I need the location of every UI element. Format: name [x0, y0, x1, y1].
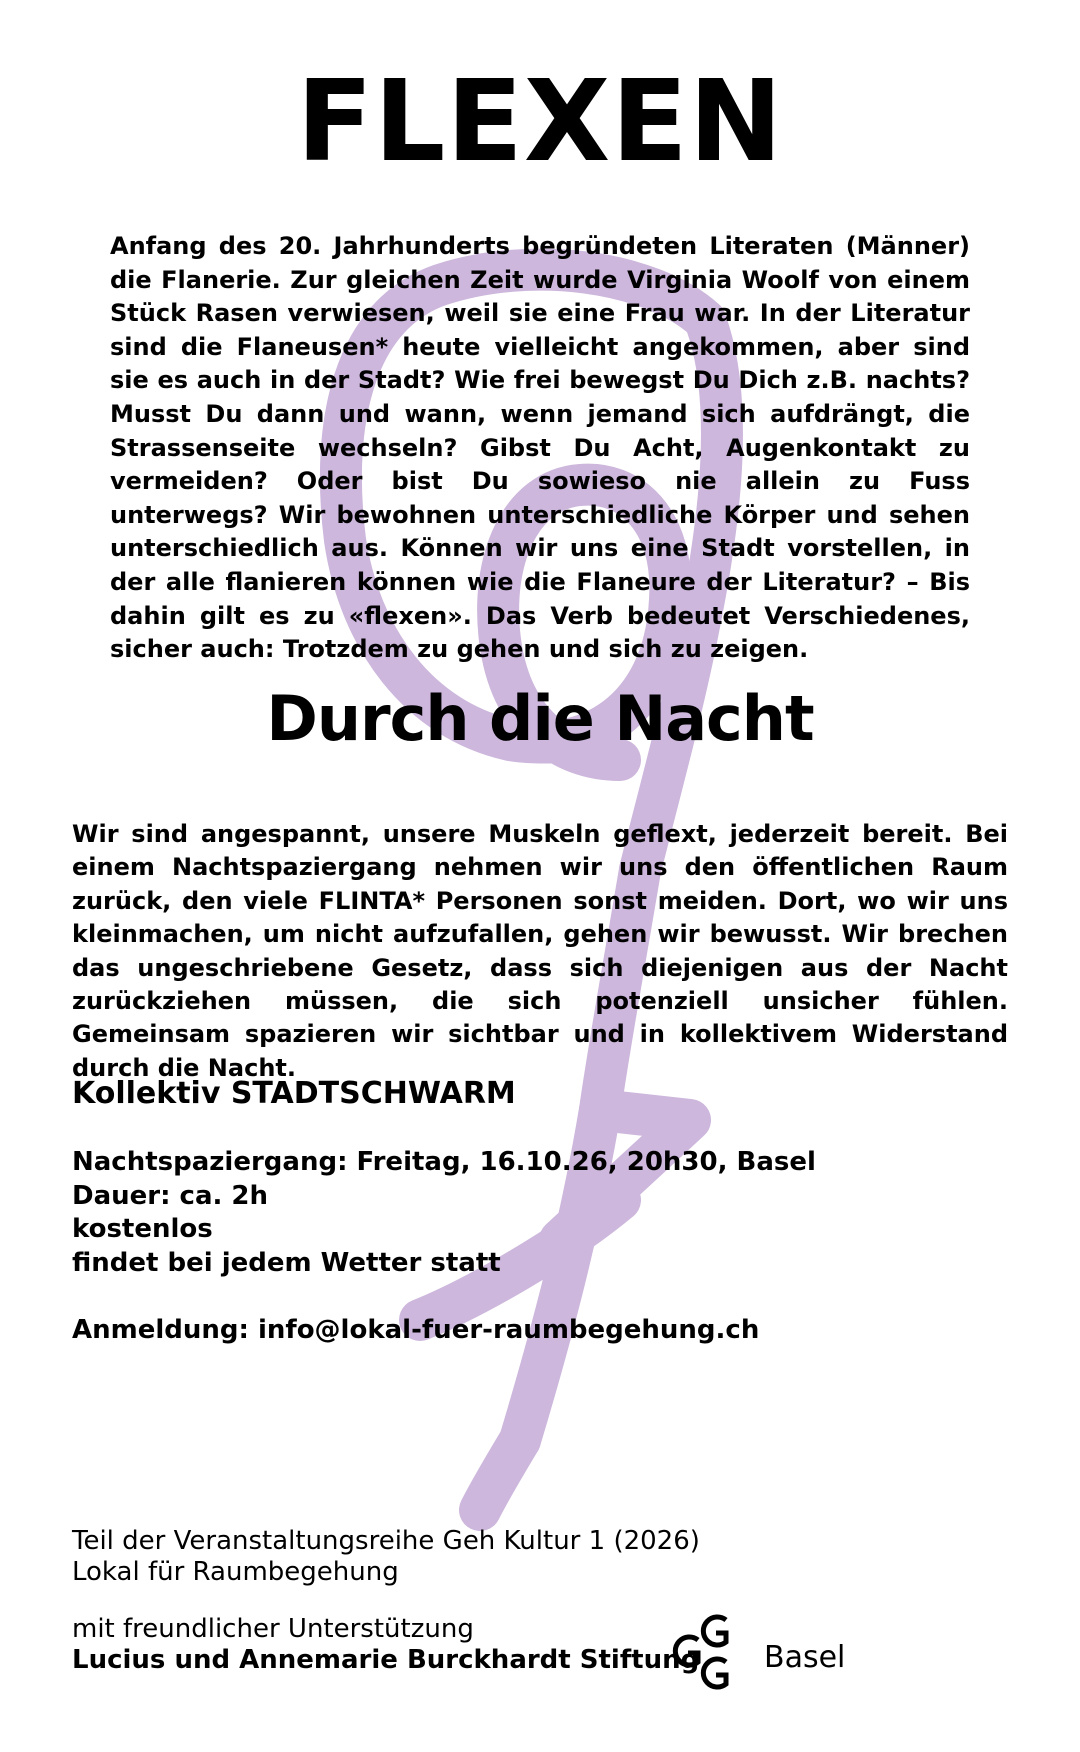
detail-date: Nachtspaziergang: Freitag, 16.10.26, 20h30, Basel: [72, 1147, 816, 1177]
event-title: Durch die Nacht: [266, 682, 814, 755]
organizer-line: Lokal für Raumbegehung: [72, 1557, 399, 1587]
collective-name: Kollektiv STADTSCHWARM: [72, 1076, 516, 1111]
detail-weather: findet bei jedem Wetter statt: [72, 1247, 501, 1278]
registration-contact: Anmeldung: info@lokal-fuer-raumbegehung.ch: [72, 1315, 760, 1345]
detail-price: kostenlos: [72, 1214, 213, 1244]
intro-paragraph: Anfang des 20. Jahrhunderts begründeten Literaten (Männer) die Flanerie. Zur gleichen Zeit wurde Virginia Woolf von einem Stück Rasen verwiesen, weil sie eine Frau war. In der Literatur sind die Flaneusen* heute vielleicht angekommen, aber sind sie es auch in der Stadt? Wie frei bewegst Du Dich z.B. nachts? Musst Du dann und wann, wenn jemand sich aufdrängt, die Strassenseite wechseln? Gibst Du Acht, Augenkontakt zu vermeiden? Oder bist Du sowieso nie allein zu Fuss unterwegs? Wir bewohnen unterschiedliche Körper und sehen unterschiedlich aus. Können wir uns eine Stadt vorstellen, in der alle flanieren können wie die Flaneure der Literatur? – Bis dahin gilt es zu «flexen». Das Verb bedeutet Verschiedenes, sicher auch: Trotzdem zu gehen und sich zu zeigen.: [110, 232, 970, 664]
ggg-logo-icon: [668, 1608, 754, 1696]
detail-duration: Dauer: ca. 2h: [72, 1180, 269, 1211]
series-line: Teil der Veranstaltungsreihe Geh Kultur 1 (2026): [72, 1526, 700, 1556]
logo-text: Basel: [764, 1639, 846, 1675]
ggg-basel-logo: [668, 1608, 845, 1696]
sponsor-name: Lucius und Annemarie Burckhardt Stiftung: [72, 1645, 700, 1675]
support-info: [72, 1614, 699, 1676]
series-info: [72, 1526, 700, 1588]
event-details: [72, 1146, 816, 1280]
event-description: Wir sind angespannt, unsere Muskeln geflext, jederzeit bereit. Bei einem Nachtspaziergang nehmen wir uns den öffentlichen Raum zurück, den viele FLINTA* Personen sonst meiden. Dort, wo wir uns kleinmachen, um nicht aufzufallen, gehen wir bewusst. Wir brechen das ungeschriebene Gesetz, dass sich diejenigen aus der Nacht zurückziehen müssen, die sich potenziell unsicher fühlen. Gemeinsam spazieren wir sichtbar und in kollektivem Widerstand durch die Nacht.: [72, 820, 1008, 1082]
poster-title: FLEXEN: [296, 57, 784, 187]
support-line: mit freundlicher Unterstützung: [72, 1614, 474, 1644]
